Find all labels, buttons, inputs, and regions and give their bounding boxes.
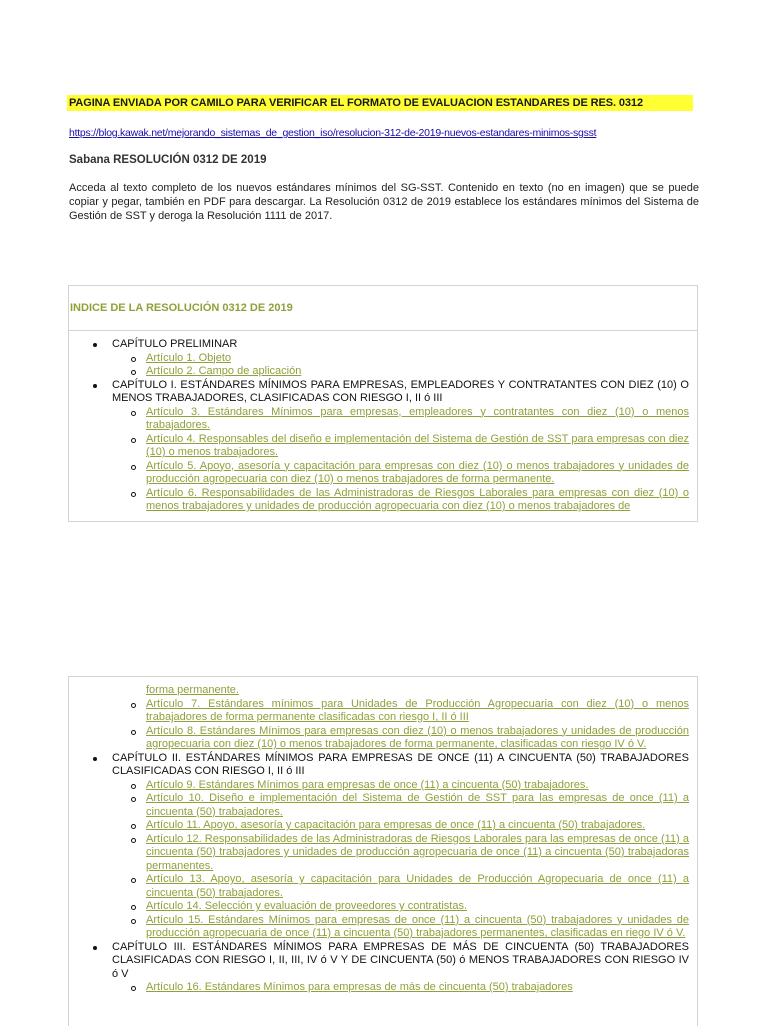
article-item — [69, 698, 697, 725]
bullet-icon — [93, 757, 97, 761]
article-item — [69, 433, 697, 460]
article-item — [69, 792, 697, 819]
article-link-continuation[interactable]: forma permanente. — [146, 684, 239, 696]
article-item — [69, 779, 697, 793]
index-list-page2 — [69, 677, 697, 995]
article-item — [69, 981, 697, 995]
article-item — [69, 487, 697, 514]
article-item — [69, 819, 697, 833]
index-list-page1 — [69, 331, 697, 514]
source-link[interactable]: https://blog.kawak.net/mejorando_sistemas_de_gestion_iso/resolucion-312-de-2019-nuevos-estandares-minimos-sgsst — [69, 127, 597, 139]
bullet-icon — [93, 946, 97, 950]
chapter-item — [69, 941, 697, 982]
chapter-title: CAPÍTULO III. ESTÁNDARES MÍNIMOS PARA EMPRESAS DE MÁS DE CINCUENTA (50) TRABAJADORES CLASIFICADAS CON RIESGO I, II, III, IV ó V Y DE CINCUENTA (50) ó MENOS TRABAJADORES CON RIESGO IV ó V — [112, 940, 689, 980]
chapter-title: CAPÍTULO II. ESTÁNDARES MÍNIMOS PARA EMPRESAS DE ONCE (11) A CINCUENTA (50) TRABAJADORES CLASIFICADAS CON RIESGO I, II ó III — [112, 751, 689, 777]
article-link[interactable]: Artículo 15. Estándares Mínimos para empresas de once (11) a cincuenta (50) trabajadores y unidades de producción agropecuaria de once (11) a cincuenta (50) trabajadores permanentes, clasificadas en riego IV ó V. — [146, 913, 689, 939]
chapter-title: CAPÍTULO PRELIMINAR — [112, 338, 238, 350]
circle-bullet-icon — [131, 357, 136, 362]
article-item — [69, 725, 697, 752]
circle-bullet-icon — [131, 919, 136, 924]
circle-bullet-icon — [131, 878, 136, 883]
article-item — [69, 914, 697, 941]
article-link[interactable]: Artículo 11. Apoyo, asesoría y capacitación para empresas de once (11) a cincuenta (50) trabajadores. — [146, 819, 646, 831]
circle-bullet-icon — [131, 703, 136, 708]
article-item — [69, 352, 697, 366]
circle-bullet-icon — [131, 986, 136, 991]
article-link[interactable]: Artículo 2. Campo de aplicación — [146, 365, 302, 377]
bullet-icon — [93, 384, 97, 388]
article-item — [69, 900, 697, 914]
article-link[interactable]: Artículo 14. Selección y evaluación de proveedores y contratistas. — [146, 900, 468, 912]
circle-bullet-icon — [131, 905, 136, 910]
circle-bullet-icon — [131, 492, 136, 497]
article-link[interactable]: Artículo 12. Responsabilidades de las Administradoras de Riesgos Laborales para las empresas de once (11) a cincuenta (50) trabajadores y unidades de producción agropecuaria de once (11) a cincuenta (50) trabajadoras permanentes. — [146, 832, 689, 872]
article-link[interactable]: Artículo 8. Estándares Mínimos para empresas con diez (10) o menos trabajadores y unidades de producción agropecuaria con diez (10) o menos trabajadores de forma permanente, clasificadas con riesgo IV ó V. — [146, 724, 689, 750]
circle-bullet-icon — [131, 824, 136, 829]
circle-bullet-icon — [131, 438, 136, 443]
article-link[interactable]: Artículo 1. Objeto — [146, 351, 231, 364]
circle-bullet-icon — [131, 797, 136, 802]
circle-bullet-icon — [131, 838, 136, 843]
article-link[interactable]: Artículo 16. Estándares Mínimos para empresas de más de cincuenta (50) trabajadores — [146, 981, 573, 993]
bullet-icon — [93, 343, 97, 347]
article-item — [69, 873, 697, 900]
index-box-page1 — [68, 285, 698, 522]
article-item — [69, 365, 697, 379]
article-link[interactable]: Artículo 7. Estándares mínimos para Unidades de Producción Agropecuaria con diez (10) o menos trabajadores de forma permanente clasificadas con riesgo I, II ó III — [146, 697, 689, 723]
circle-bullet-icon — [131, 784, 136, 789]
article-item — [69, 406, 697, 433]
article-link[interactable]: Artículo 13. Apoyo, asesoría y capacitación para Unidades de Producción Agropecuaria de once (11) a cincuenta (50) trabajadores. — [146, 873, 689, 899]
chapter-title: CAPÍTULO I. ESTÁNDARES MÍNIMOS PARA EMPRESAS, EMPLEADORES Y CONTRATANTES CON DIEZ (10) O MENOS TRABAJADORES, CLASIFICADAS CON RIESGO I, II ó III — [112, 378, 689, 404]
article-link[interactable]: Artículo 5. Apoyo, asesoría y capacitación para empresas con diez (10) o menos trabajadores y unidades de producción agropecuaria con diez (10) o menos trabajadores de forma permanente. — [146, 459, 689, 485]
circle-bullet-icon — [131, 370, 136, 375]
circle-bullet-icon — [131, 730, 136, 735]
article-link[interactable]: Artículo 6. Responsabilidades de las Administradoras de Riesgos Laborales para empresas con diez (10) o menos trabajadores y unidades de producción agropecuaria con diez (10) o menos trabajadores de — [146, 486, 689, 512]
article-item — [69, 833, 697, 874]
highlighted-title: PAGINA ENVIADA POR CAMILO PARA VERIFICAR EL FORMATO DE EVALUACION ESTANDARES DE RES. 0312 — [67, 95, 693, 111]
article-link[interactable]: Artículo 3. Estándares Mínimos para empresas, empleadores y contratantes con diez (10) o menos trabajadores. — [146, 405, 689, 431]
subtitle: Sabana RESOLUCIÓN 0312 DE 2019 — [69, 154, 267, 166]
chapter-item — [69, 338, 697, 352]
article-continuation — [69, 684, 697, 698]
circle-bullet-icon — [131, 465, 136, 470]
index-heading: INDICE DE LA RESOLUCIÓN 0312 DE 2019 — [69, 286, 697, 331]
article-link[interactable]: Artículo 10. Diseño e implementación del Sistema de Gestión de SST para las empresas de once (11) a cincuenta (50) trabajadores. — [146, 792, 689, 818]
article-item — [69, 460, 697, 487]
chapter-item — [69, 752, 697, 779]
intro-paragraph: Acceda al texto completo de los nuevos estándares mínimos del SG-SST. Contenido en texto (no en imagen) que se puede copiar y pegar, también en PDF para descargar. La Resolución 0312 de 2019 establece los estándares mínimos del Sistema de Gestión de SST y deroga la Resolución 1111 de 2017. — [69, 182, 699, 222]
circle-bullet-icon — [131, 411, 136, 416]
index-box-page2 — [68, 676, 698, 1026]
article-link[interactable]: Artículo 4. Responsables del diseño e implementación del Sistema de Gestión de SST para empresas con diez (10) o menos trabajadores. — [146, 432, 689, 458]
chapter-item — [69, 379, 697, 406]
article-link[interactable]: Artículo 9. Estándares Mínimos para empresas de once (11) a cincuenta (50) trabajadores. — [146, 778, 589, 791]
